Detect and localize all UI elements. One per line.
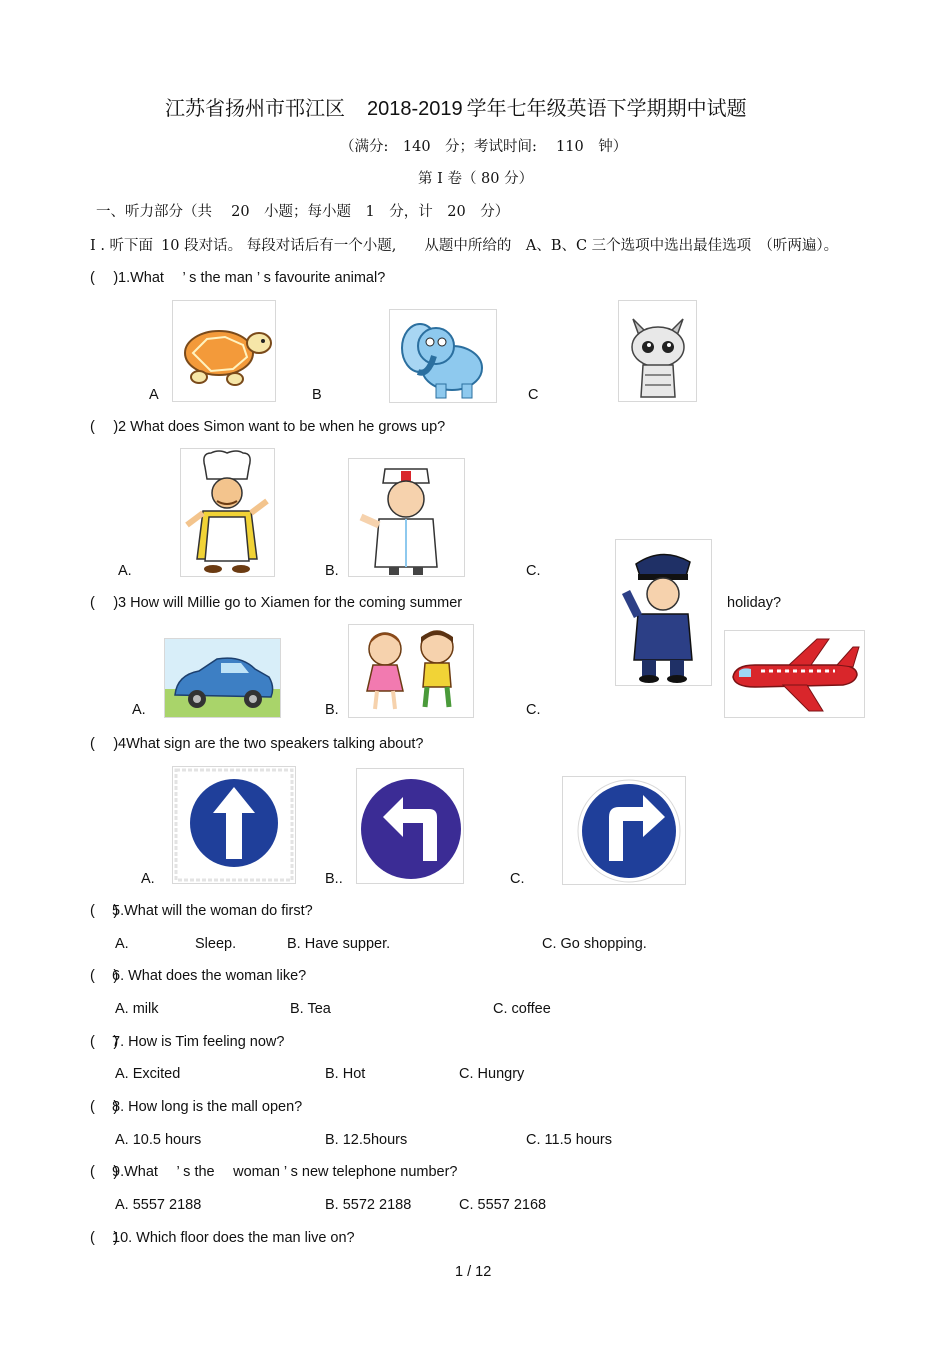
q5-option-a-text[interactable]: Sleep. — [195, 936, 237, 952]
q6-option-c[interactable]: C. coffee — [493, 1001, 551, 1017]
q2-option-b-label: B. — [325, 563, 339, 579]
car-picture[interactable] — [164, 638, 281, 718]
policeman-picture[interactable] — [615, 539, 712, 686]
question-1-paren[interactable]: ( ) — [90, 270, 119, 286]
question-7-text: 7. How is Tim feeling now? — [112, 1034, 285, 1050]
q4-option-b-label: B.. — [325, 871, 343, 887]
question-10-text: 10. Which floor does the man live on? — [112, 1230, 355, 1246]
question-1-text: 1.What ’ s the man ’ s favourite animal? — [118, 270, 386, 286]
question-8-paren[interactable]: ( ) — [90, 1099, 119, 1115]
walking-children-picture[interactable] — [348, 624, 474, 718]
question-2-paren[interactable]: ( ) — [90, 419, 119, 435]
chef-picture[interactable] — [180, 448, 275, 577]
question-9-text: 9.What ’ s the woman ’ s new telephone number? — [112, 1164, 458, 1180]
question-5-text: 5.What will the woman do first? — [112, 903, 313, 919]
volume-label: 第 I 卷（ 80 分） — [418, 171, 534, 187]
q1-option-a-label: A — [149, 387, 159, 403]
q8-option-c[interactable]: C. 11.5 hours — [526, 1132, 612, 1148]
question-3-text: 3 How will Millie go to Xiamen for the coming summer — [118, 595, 463, 611]
q6-option-a[interactable]: A. milk — [115, 1001, 159, 1017]
q7-option-c[interactable]: C. Hungry — [459, 1066, 525, 1082]
question-10-paren[interactable]: ( ) — [90, 1230, 119, 1246]
q5-option-c[interactable]: C. Go shopping. — [542, 936, 647, 952]
cat-picture[interactable] — [618, 300, 697, 402]
question-6-paren[interactable]: ( ) — [90, 968, 119, 984]
q7-option-a[interactable]: A. Excited — [115, 1066, 181, 1082]
question-5-paren[interactable]: ( ) — [90, 903, 119, 919]
question-3-text-end: holiday? — [727, 595, 782, 611]
q1-option-c-label: C — [528, 387, 539, 403]
q3-option-b-label: B. — [325, 702, 339, 718]
q1-option-b-label: B — [312, 387, 322, 403]
q9-option-a[interactable]: A. 5557 2188 — [115, 1197, 202, 1213]
q3-option-a-label: A. — [132, 702, 146, 718]
q9-option-b[interactable]: B. 5572 2188 — [325, 1197, 412, 1213]
question-4-text: 4What sign are the two speakers talking about? — [118, 736, 424, 752]
page-title — [165, 95, 747, 122]
question-8-text: 8. How long is the mall open? — [112, 1099, 303, 1115]
q8-option-b[interactable]: B. 12.5hours — [325, 1132, 408, 1148]
question-6-text: 6. What does the woman like? — [112, 968, 307, 984]
q4-option-c-label: C. — [510, 871, 525, 887]
q3-option-c-label: C. — [526, 702, 541, 718]
left-turn-sign[interactable] — [356, 768, 464, 884]
section-instruction: I . 听下面 10 段对话。 每段对话后有一个小题, 从题中所给的 A、B、C 三个选项中选出最佳选项 （听两遍）。 — [90, 238, 839, 254]
q6-option-b[interactable]: B. Tea — [290, 1001, 331, 1017]
elephant-picture[interactable] — [389, 309, 497, 403]
q2-option-c-label: C. — [526, 563, 541, 579]
turtle-picture[interactable] — [172, 300, 276, 402]
section-heading: 一、听力部分（共 20 小题；每小题 1 分，计 20 分） — [96, 204, 510, 220]
question-4-paren[interactable]: ( ) — [90, 736, 119, 752]
airplane-picture[interactable] — [724, 630, 865, 718]
q4-option-a-label: A. — [141, 871, 155, 887]
question-9-paren[interactable]: ( ) — [90, 1164, 119, 1180]
q5-option-a-letter[interactable]: A. — [115, 936, 129, 952]
q2-option-a-label: A. — [118, 563, 132, 579]
page-number: 1 / 12 — [455, 1264, 492, 1280]
q8-option-a[interactable]: A. 10.5 hours — [115, 1132, 202, 1148]
question-7-paren[interactable]: ( ) — [90, 1034, 119, 1050]
q9-option-c[interactable]: C. 5557 2168 — [459, 1197, 547, 1213]
q7-option-b[interactable]: B. Hot — [325, 1066, 366, 1082]
question-3-paren[interactable]: ( ) — [90, 595, 119, 611]
title-cn: 江苏省扬州市邗江区 — [165, 96, 345, 120]
q5-option-b[interactable]: B. Have supper. — [287, 936, 391, 952]
title-year: 2018-2019 — [367, 98, 463, 120]
right-turn-sign[interactable] — [562, 776, 686, 885]
title-rest: 学年七年级英语下学期期中试题 — [466, 96, 747, 120]
straight-arrow-sign[interactable] — [172, 766, 296, 884]
score-info: （满分: 140 分；考试时间: 110 钟） — [340, 139, 628, 155]
question-2-text: 2 What does Simon want to be when he grows up? — [118, 419, 446, 435]
doctor-picture[interactable] — [348, 458, 465, 577]
